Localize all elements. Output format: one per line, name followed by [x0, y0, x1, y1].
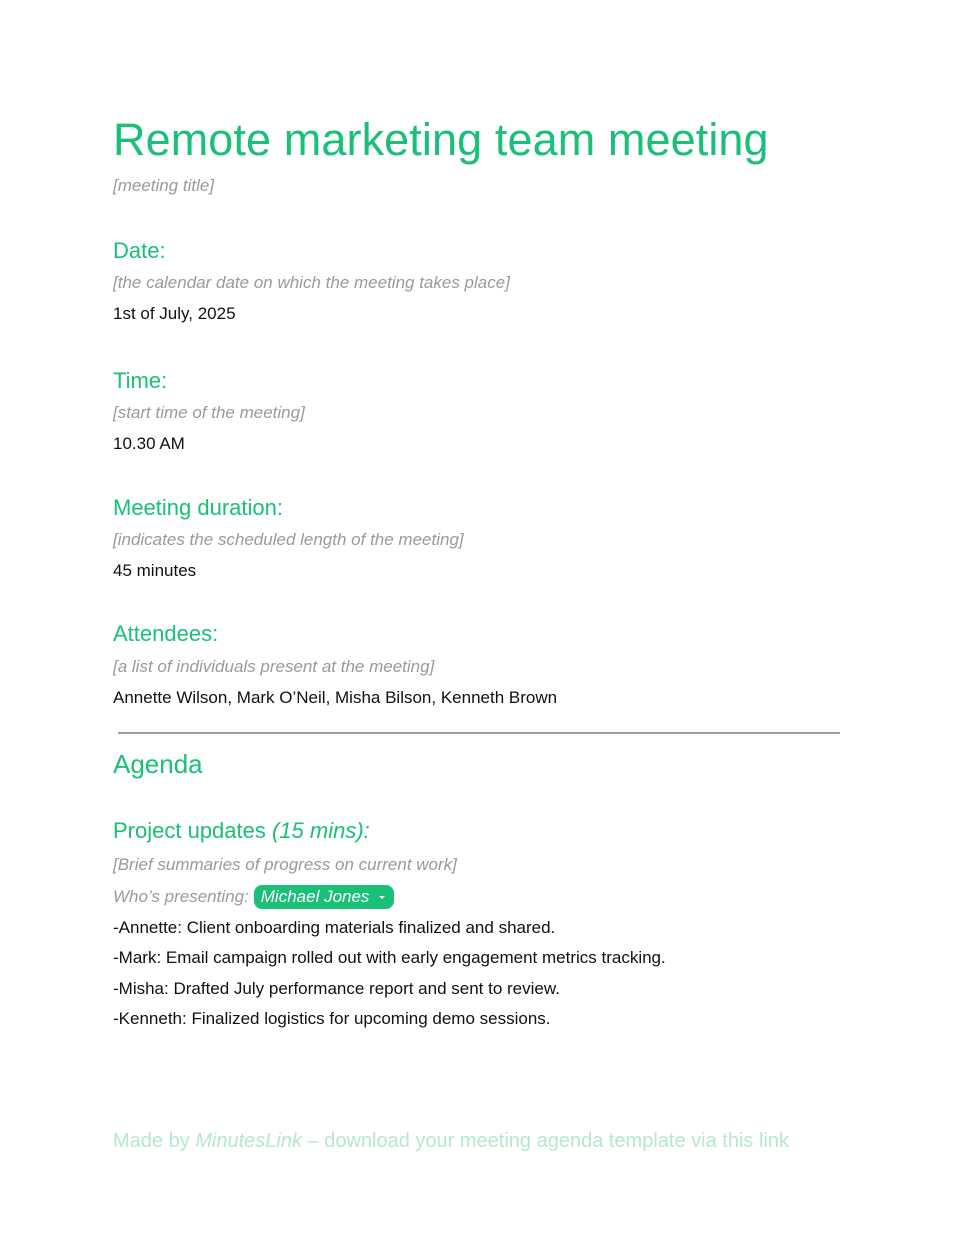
presenter-label: Who’s presenting: — [113, 887, 249, 906]
time-label: Time: — [113, 368, 168, 393]
presenter-row — [113, 885, 394, 909]
attendees-hint: [a list of individuals present at the meeting] — [113, 657, 435, 676]
duration-label: Meeting duration: — [113, 495, 283, 520]
time-value: 10.30 AM — [113, 434, 185, 453]
footer-credit — [113, 1130, 789, 1153]
document-title: Remote marketing team meeting — [113, 114, 769, 165]
presenter-name: Michael Jones — [260, 887, 370, 906]
list-item: -Mark: Email campaign rolled out with early engagement metrics tracking. — [113, 948, 666, 967]
section-title-text: Project updates — [113, 818, 266, 843]
list-item: -Annette: Client onboarding materials finalized and shared. — [113, 918, 556, 937]
duration-hint: [indicates the scheduled length of the meeting] — [113, 530, 464, 549]
footer-prefix: Made by — [113, 1130, 196, 1152]
date-hint: [the calendar date on which the meeting takes place] — [113, 273, 510, 292]
list-item: -Kenneth: Finalized logistics for upcoming demo sessions. — [113, 1009, 551, 1028]
date-label: Date: — [113, 238, 166, 263]
presenter-dropdown[interactable] — [254, 885, 395, 909]
footer-brand-link[interactable]: MinutesLink — [195, 1130, 302, 1152]
attendees-value: Annette Wilson, Mark O’Neil, Misha Bilson, Kenneth Brown — [113, 688, 558, 707]
time-hint: [start time of the meeting] — [113, 403, 305, 422]
section-divider — [118, 732, 840, 734]
section-duration: (15 mins): — [272, 818, 370, 843]
section-hint: [Brief summaries of progress on current work] — [113, 855, 457, 874]
title-hint: [meeting title] — [113, 176, 215, 195]
agenda-section-title — [113, 818, 370, 844]
duration-value: 45 minutes — [113, 561, 197, 580]
agenda-heading: Agenda — [113, 749, 203, 779]
footer-download-link[interactable]: – download your meeting agenda template via this link — [301, 1130, 789, 1152]
date-value: 1st of July, 2025 — [113, 304, 236, 323]
dropdown-caret-icon — [379, 896, 385, 899]
attendees-label: Attendees: — [113, 621, 219, 646]
list-item: -Misha: Drafted July performance report and sent to review. — [113, 979, 560, 998]
